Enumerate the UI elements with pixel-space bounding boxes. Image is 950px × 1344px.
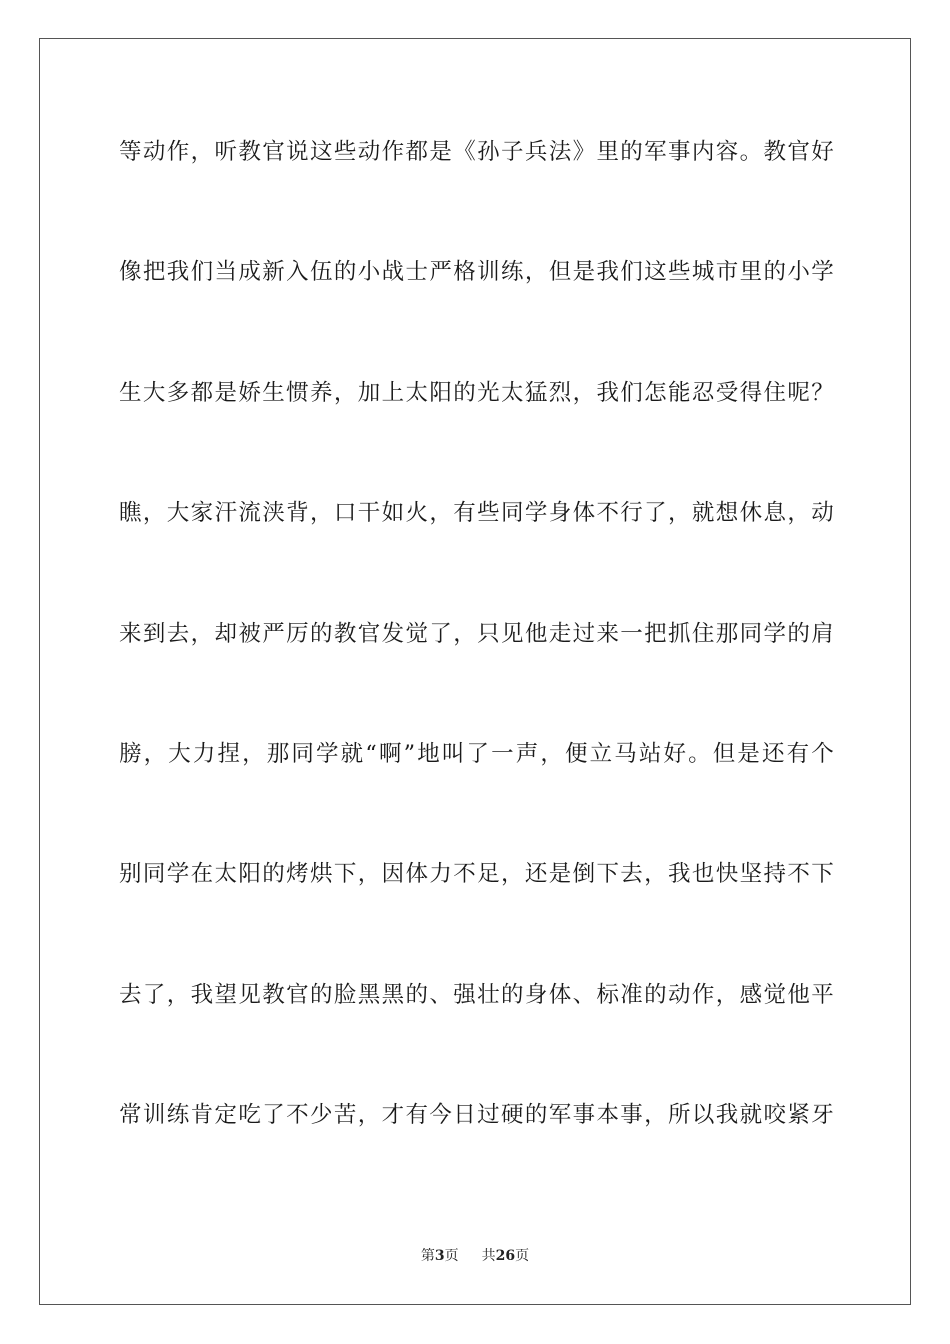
- text-line: 等动作，听教官说这些动作都是《孙子兵法》里的军事内容。教官好: [119, 139, 834, 165]
- text-line: 像把我们当成新入伍的小战士严格训练，但是我们这些城市里的小学: [119, 259, 834, 286]
- total-pages: 26: [495, 1248, 516, 1264]
- page-footer: [0, 1246, 950, 1266]
- total-suffix: 页: [515, 1248, 530, 1264]
- text-line: 来到去，却被严厉的教官发觉了，只见他走过来一把抓住那同学的肩: [119, 620, 834, 647]
- text-line: 去了，我望见教官的脸黑黑的、强壮的身体、标准的动作，感觉他平: [119, 981, 834, 1008]
- text-line: 常训练肯定吃了不少苦，才有今日过硬的军事本事，所以我就咬紧牙: [119, 1102, 834, 1129]
- text-line: 瞧，大家汗流浃背，口干如火，有些同学身体不行了，就想休息，动: [119, 500, 834, 527]
- total-pages-indicator: [482, 1248, 529, 1264]
- body-text: [119, 124, 834, 1208]
- page-indicator: [421, 1248, 463, 1264]
- text-line: 生大多都是娇生惯养，加上太阳的光太猛烈，我们怎能忍受得住呢？: [119, 379, 834, 406]
- page-suffix: 页: [444, 1248, 459, 1264]
- text-line: 别同学在太阳的烤烘下，因体力不足，还是倒下去，我也快坚持不下: [119, 861, 834, 888]
- page-prefix: 第: [420, 1248, 435, 1264]
- text-line: 膀，大力捏，那同学就“啊”地叫了一声，便立马站好。但是还有个: [119, 740, 834, 767]
- page-number: 3: [434, 1248, 445, 1264]
- total-prefix: 共: [481, 1248, 496, 1264]
